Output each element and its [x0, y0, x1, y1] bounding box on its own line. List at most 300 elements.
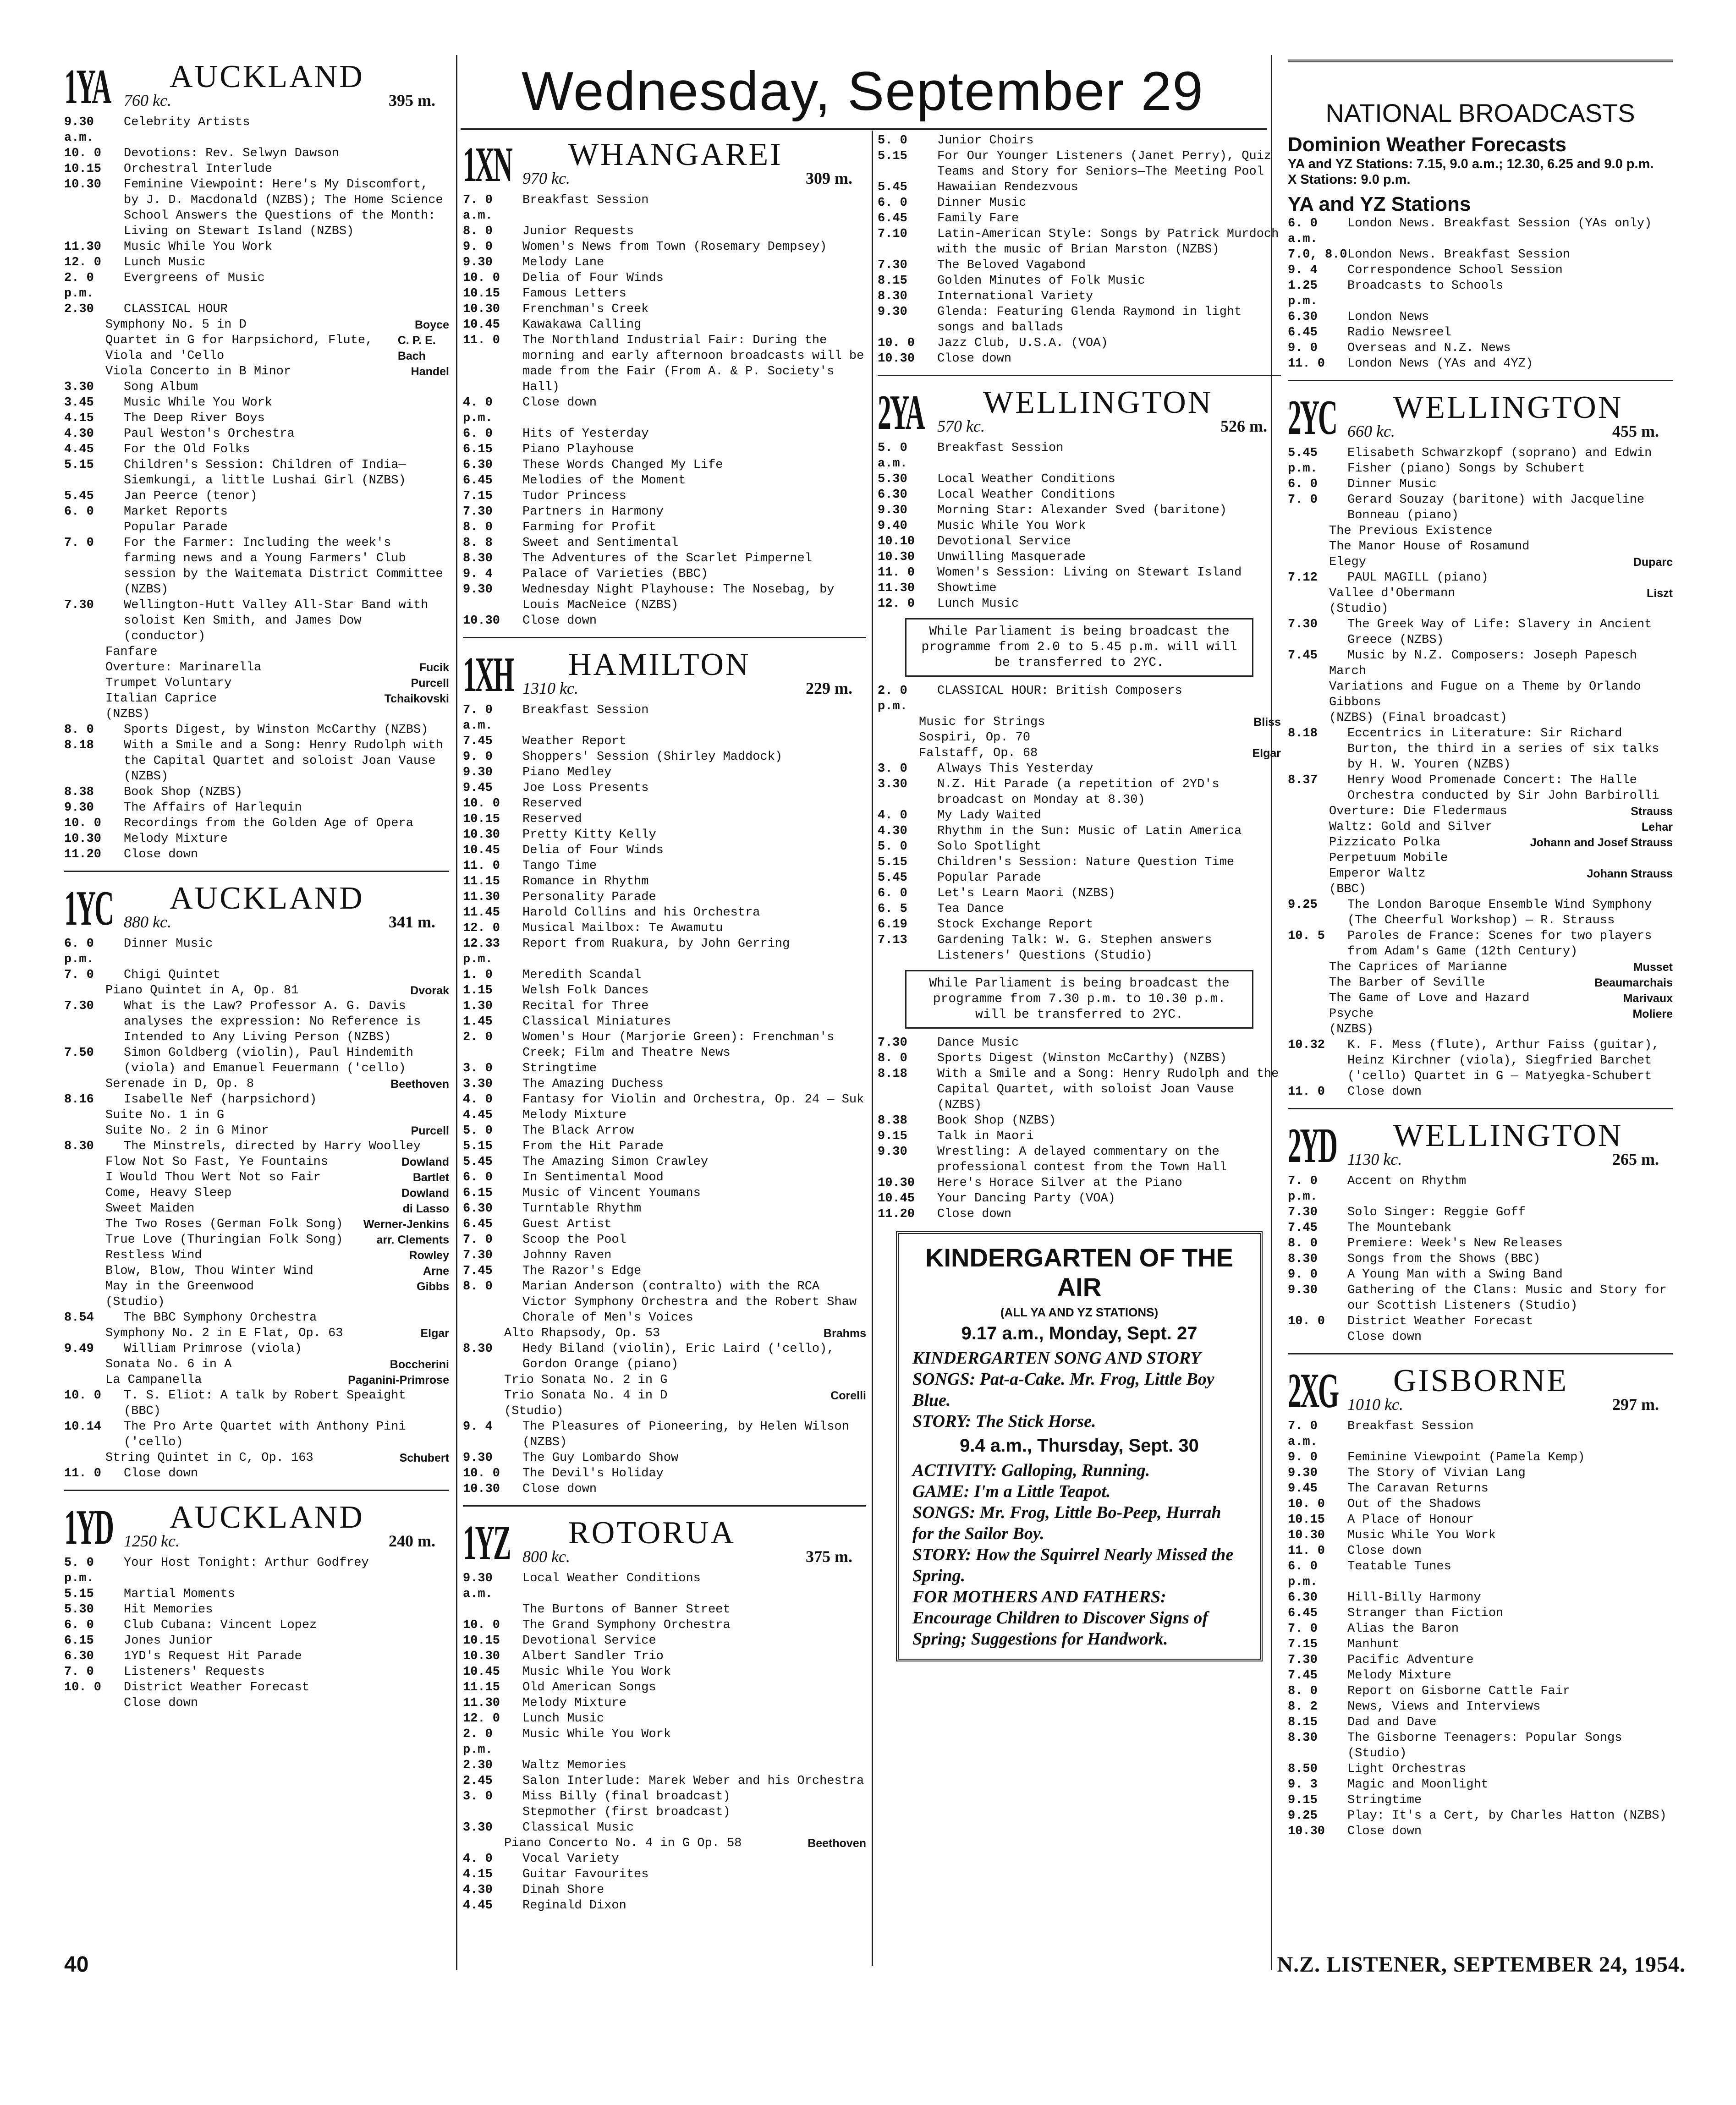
programme-item — [1288, 1283, 1673, 1314]
programme-item — [64, 598, 449, 644]
programme-item — [463, 1123, 866, 1139]
work-item — [463, 1836, 866, 1851]
programme-title: The Mountebank — [1347, 1221, 1451, 1235]
programme-time: 8.15 — [878, 274, 907, 288]
programme-title: 1YD's Request Hit Parade — [124, 1650, 302, 1663]
programme-item — [1288, 1481, 1673, 1497]
programme-item — [463, 1154, 866, 1170]
programme-item — [1288, 928, 1673, 959]
programme-item — [463, 936, 866, 967]
work-composer: Dowland — [401, 1156, 449, 1168]
programme-title: Harold Collins and his Orchestra — [522, 906, 760, 920]
work-title: Trio Sonata No. 2 in G — [504, 1373, 668, 1387]
work-title: (BBC) — [1329, 883, 1367, 896]
programme-time: 8. 0 — [878, 1052, 907, 1065]
programme-item — [463, 270, 866, 286]
weather-heading: Dominion Weather Forecasts — [1288, 133, 1566, 156]
programme-item — [463, 1341, 866, 1372]
programme-title: Partners in Harmony — [522, 505, 664, 519]
programme-time: 11.30 — [463, 1696, 500, 1710]
programme-item — [1288, 1220, 1673, 1236]
station-wavelength: 395 m. — [389, 91, 435, 110]
programme-time: 6.15 — [463, 1186, 493, 1200]
work-item — [1288, 710, 1673, 726]
work-title: Quartet in G for Harpsichord, Flute, Viola and 'Cello — [105, 334, 373, 363]
programme-title: Overseas and N.Z. News — [1347, 341, 1511, 355]
programme-time: 9.40 — [878, 519, 907, 533]
work-composer: Dvorak — [410, 984, 449, 997]
programme-time: 6.30 — [878, 488, 907, 502]
section-rule — [463, 1505, 866, 1507]
programme-title: Breakfast Session — [522, 193, 649, 207]
programme-title: Hawaiian Rendezvous — [937, 181, 1078, 194]
station-frequency: 570 kc. — [937, 417, 985, 435]
programme-title: Stringtime — [522, 1062, 597, 1075]
programme-time: 3.30 — [463, 1077, 493, 1091]
programme-time: 4.15 — [64, 411, 94, 425]
programme-time: 4. 0 — [878, 809, 907, 822]
programme-title: Salon Interlude: Marek Weber and his Orchestra — [522, 1774, 864, 1788]
programme-title: London News (YAs and 4YZ) — [1347, 357, 1533, 371]
programme-title: Eccentrics in Literature: Sir Richard Burton, the third in a series of six talks by H. W. Youren (NZBS) — [1347, 727, 1659, 772]
programme-time: 9.15 — [1288, 1793, 1318, 1807]
programme-title: Classical Music — [522, 1821, 634, 1835]
work-item — [64, 707, 449, 722]
programme-time: 10.14 — [64, 1420, 102, 1434]
section-rule — [463, 637, 866, 638]
programme-time: 12. 0 — [463, 921, 500, 935]
work-title: Italian Caprice — [105, 692, 217, 706]
programme-title: Lunch Music — [124, 256, 206, 269]
programme-title: From the Hit Parade — [522, 1140, 664, 1153]
programme-title: Joe Loss Presents — [522, 781, 649, 795]
programme-title: The Greek Way of Life: Slavery in Ancient Greece (NZBS) — [1347, 618, 1652, 647]
work-title: Pizzicato Polka — [1329, 836, 1441, 850]
parliament-notice: While Parliament is being broadcast the programme from 2.0 to 5.45 p.m. will will be transferred to 2YC. — [905, 618, 1253, 677]
column-3 — [878, 133, 1281, 1970]
kindergarten-line: SONGS: Pat-a-Cake. Mr. Frog, Little Boy Blue. — [912, 1370, 1214, 1410]
programme-item — [463, 843, 866, 858]
programme-title: Wednesday Night Playhouse: The Nosebag, by Louis MacNeice (NZBS) — [522, 583, 835, 612]
work-item — [463, 1403, 866, 1419]
work-item — [64, 1357, 449, 1372]
programme-title: The Amazing Simon Crawley — [522, 1155, 709, 1169]
programme-item — [878, 289, 1281, 304]
programme-time: 7.45 — [463, 735, 493, 748]
work-item — [64, 1263, 449, 1279]
programme-title: Children's Session: Nature Question Time — [937, 855, 1235, 869]
programme-time: 10.30 — [463, 828, 500, 842]
programme-item — [878, 855, 1281, 870]
station-wavelength: 265 m. — [1612, 1150, 1659, 1168]
programme-time: 5.15 — [64, 458, 94, 472]
programme-item — [878, 304, 1281, 335]
programme-item — [878, 1144, 1281, 1175]
programme-time: 10. 5 — [1288, 929, 1325, 943]
programme-time: 6.19 — [878, 918, 907, 932]
work-composer: Johann Strauss — [1587, 867, 1673, 880]
station-call-sign: 2YC — [1288, 390, 1336, 445]
programme-item — [1288, 1450, 1673, 1465]
programme-list — [463, 1341, 866, 1372]
programme-time: 7.15 — [1288, 1638, 1318, 1651]
programme-title: Tea Dance — [937, 902, 1004, 916]
programme-title: Isabelle Nef (harpsichord) — [124, 1093, 317, 1107]
programme-time: 10.30 — [878, 352, 915, 366]
programme-time: 6.30 — [463, 1202, 493, 1216]
programme-title: The Northland Industrial Fair: During the morning and early afternoon broadcasts will be made from the Fair (From A. & P. Society's Hall) — [522, 334, 864, 394]
work-composer: Duparc — [1633, 556, 1673, 569]
programme-title: Correspondence School Session — [1347, 263, 1563, 277]
programme-list — [64, 1092, 449, 1107]
programme-title: Close down — [124, 848, 198, 861]
programme-time: 9.30 — [878, 1145, 907, 1159]
programme-time: 9.30 — [463, 766, 493, 779]
programme-item — [878, 471, 1281, 487]
programme-item — [878, 886, 1281, 901]
programme-item — [1288, 897, 1673, 928]
programme-time: 12. 0 — [463, 1712, 500, 1726]
kindergarten-time: 9.17 a.m., Monday, Sept. 27 — [961, 1323, 1198, 1343]
programme-item — [1288, 1668, 1673, 1683]
programme-time: 4.45 — [463, 1899, 493, 1913]
programme-time: 8. 0 — [463, 521, 493, 534]
programme-time: 10.30 — [463, 614, 500, 628]
programme-time: 9.30 a.m. — [64, 115, 94, 145]
work-composer: Purcell — [411, 677, 449, 690]
programme-item — [463, 488, 866, 504]
programme-title: Kawakawa Calling — [522, 318, 642, 332]
programme-title: Close down — [1347, 1544, 1422, 1558]
programme-item — [64, 738, 449, 784]
programme-item — [64, 301, 449, 317]
programme-title: Elisabeth Schwarzkopf (soprano) and Edwin Fisher (piano) Songs by Schubert — [1347, 446, 1652, 476]
programme-title: Dinah Shore — [522, 1883, 604, 1897]
work-item — [1288, 975, 1673, 991]
programme-time: 1.45 — [463, 1015, 493, 1029]
programme-item — [1288, 325, 1673, 340]
programme-title: Sweet and Sentimental — [522, 536, 679, 550]
programme-item — [463, 905, 866, 921]
programme-time: 5.15 — [878, 149, 907, 163]
programme-title: Melodies of the Moment — [522, 474, 686, 488]
programme-list — [463, 1851, 866, 1913]
programme-title: What is the Law? Professor A. G. Davis analyses the expression: No Reference is Intended to Any Living Person (NZBS) — [124, 999, 421, 1044]
programme-time: 5.15 — [463, 1140, 493, 1153]
work-title: String Quintet in C, Op. 163 — [105, 1451, 313, 1465]
programme-title: The Black Arrow — [522, 1124, 634, 1138]
programme-time: 11.20 — [64, 848, 102, 861]
section-rule — [1288, 1108, 1673, 1109]
programme-time: 8. 0 — [64, 723, 94, 737]
station-frequency: 1010 kc. — [1347, 1395, 1403, 1414]
programme-title: Music of Vincent Youmans — [522, 1186, 701, 1200]
work-item — [1288, 991, 1673, 1006]
work-composer: Boccherini — [390, 1358, 449, 1371]
programme-title: Reginald Dixon — [522, 1899, 626, 1913]
programme-time: 6. 0 — [878, 196, 907, 210]
station-call-sign: 2YD — [1288, 1118, 1336, 1173]
programme-title: Pacific Adventure — [1347, 1653, 1474, 1667]
work-item — [64, 317, 449, 333]
work-title: (NZBS) (Final broadcast) — [1329, 711, 1507, 725]
programme-title: Feminine Viewpoint: Here's My Discomfort, by J. D. Macdonald (NZBS); The Home Science School Answers the Questions of the Month: Living on Stewart Island (NZBS) — [124, 178, 443, 238]
programme-time: 9. 0 — [1288, 1451, 1318, 1464]
programme-item — [463, 811, 866, 827]
work-composer: Schubert — [399, 1452, 449, 1464]
programme-time: 2.45 — [463, 1774, 493, 1788]
programme-item — [463, 998, 866, 1014]
programme-time: 5. 0 — [878, 134, 907, 148]
programme-title: The Devil's Holiday — [522, 1467, 664, 1480]
programme-time: 10.30 — [878, 550, 915, 564]
work-title: Viola Concerto in B Minor — [105, 365, 291, 378]
work-composer: arr. Clements — [376, 1233, 449, 1246]
programme-time — [463, 1804, 522, 1820]
programme-title: Popular Parade — [124, 521, 228, 534]
programme-time: 6. 0 — [878, 887, 907, 900]
programme-item — [463, 1419, 866, 1450]
programme-item — [64, 1139, 449, 1154]
work-title: Perpetuum Mobile — [1329, 851, 1448, 865]
programme-item — [1288, 1824, 1673, 1839]
programme-time: 12. 0 — [878, 597, 915, 611]
programme-item — [64, 1419, 449, 1450]
programme-time: 9. 0 — [463, 240, 493, 254]
programme-title: These Words Changed My Life — [522, 458, 723, 472]
programme-title: Hit Memories — [124, 1603, 213, 1617]
kindergarten-line: STORY: How the Squirrel Nearly Missed the Spring. — [912, 1545, 1234, 1585]
programme-list — [64, 998, 449, 1076]
programme-title: Music While You Work — [124, 396, 273, 410]
programme-title: Melody Mixture — [522, 1108, 626, 1122]
programme-list — [463, 702, 866, 1326]
programme-list — [64, 1555, 449, 1711]
programme-title: Morning Star: Alexander Sved (baritone) — [937, 504, 1227, 517]
programme-title: Market Reports — [124, 505, 228, 519]
programme-title: Talk in Maori — [937, 1129, 1034, 1143]
programme-title: Melody Mixture — [1347, 1669, 1451, 1683]
programme-title: Martial Moments — [124, 1587, 236, 1601]
programme-title: Piano Playhouse — [522, 443, 634, 456]
programme-item — [64, 800, 449, 816]
programme-title: The Story of Vivian Lang — [1347, 1466, 1526, 1480]
programme-title: The BBC Symphony Orchestra — [124, 1311, 317, 1325]
programme-title: Club Cubana: Vincent Lopez — [124, 1618, 317, 1632]
programme-time: 4.15 — [463, 1868, 493, 1881]
station-wavelength: 309 m. — [806, 169, 852, 187]
programme-title: For the Old Folks — [124, 443, 250, 456]
programme-item — [463, 395, 866, 426]
work-composer: Liszt — [1647, 587, 1673, 600]
programme-item — [878, 335, 1281, 351]
programme-time: 6.45 — [878, 212, 907, 225]
programme-item — [463, 967, 866, 983]
programme-list — [1288, 897, 1673, 959]
weather-line: X Stations: 9.0 p.m. — [1288, 172, 1411, 187]
work-composer: C. P. E. Bach — [397, 334, 436, 362]
programme-item — [1288, 1730, 1673, 1761]
programme-item — [64, 504, 449, 520]
programme-time: 8.30 — [1288, 1731, 1318, 1745]
work-item — [878, 746, 1281, 761]
work-composer: Dowland — [401, 1187, 449, 1200]
programme-item — [1288, 477, 1673, 492]
programme-time: 8.54 — [64, 1311, 94, 1325]
programme-title: Fantasy for Violin and Orchestra, Op. 24 — Suk — [522, 1093, 864, 1107]
programme-item — [1288, 1528, 1673, 1543]
programme-item — [463, 582, 866, 613]
programme-title: Tango Time — [522, 859, 597, 873]
station-city: WELLINGTON — [1393, 1118, 1623, 1153]
programme-time: 6. 0 — [1288, 477, 1318, 491]
programme-item — [463, 889, 866, 905]
programme-title: Family Fare — [937, 212, 1019, 225]
programme-item — [64, 115, 449, 146]
programme-title: Old American Songs — [522, 1681, 656, 1694]
programme-title: PAUL MAGILL (piano) — [1347, 571, 1489, 585]
programme-time: 5. 0 p.m. — [64, 1556, 94, 1585]
work-item — [1288, 835, 1673, 850]
programme-item — [463, 921, 866, 936]
programme-time: 6. 0 a.m. — [1288, 217, 1318, 246]
work-composer: Boyce — [414, 318, 449, 331]
work-item — [64, 364, 449, 379]
programme-time: 6. 5 — [878, 902, 907, 916]
work-title: Come, Heavy Sleep — [105, 1186, 232, 1200]
programme-item — [878, 180, 1281, 195]
programme-title: Stringtime — [1347, 1793, 1422, 1807]
programme-title: Your Host Tonight: Arthur Godfrey — [124, 1556, 369, 1570]
work-item — [64, 1154, 449, 1170]
programme-item — [1288, 1251, 1673, 1267]
programme-item — [64, 535, 449, 598]
programme-title: News, Views and Interviews — [1347, 1700, 1541, 1714]
programme-time: 9.30 — [1288, 1283, 1318, 1297]
programme-item — [64, 379, 449, 395]
programme-time: 8.30 — [1288, 1252, 1318, 1266]
station-call-sign: 2XG — [1288, 1364, 1338, 1418]
programme-title: Showtime — [937, 581, 997, 595]
programme-item — [878, 1191, 1281, 1206]
work-item — [64, 1076, 449, 1092]
programme-item — [463, 535, 866, 551]
weather-line: YA and YZ Stations: 7.15, 9.0 a.m.; 12.30, 6.25 and 9.0 p.m. — [1288, 157, 1654, 171]
programme-list — [64, 722, 449, 862]
programme-title: Jazz Club, U.S.A. (VOA) — [937, 336, 1108, 350]
programme-item — [1288, 570, 1673, 586]
programme-item — [1288, 263, 1673, 278]
work-composer: Werner-Jenkins — [363, 1218, 449, 1231]
programme-list — [878, 133, 1281, 367]
programme-title: Close down — [937, 352, 1012, 366]
programme-item — [463, 442, 866, 457]
programme-time: 5.15 — [878, 855, 907, 869]
programme-item — [878, 503, 1281, 518]
programme-time: 3.30 — [878, 778, 907, 791]
programme-time — [463, 1602, 522, 1617]
station-call-sign: 1YC — [64, 881, 113, 936]
programme-title: Latin-American Style: Songs by Patrick Murdoch with the music of Brian Marston (NZBS) — [937, 227, 1279, 257]
programme-time: 3. 0 — [463, 1790, 493, 1804]
programme-title: Accent on Rhythm — [1347, 1174, 1467, 1188]
programme-item — [463, 333, 866, 395]
programme-time: 4.30 — [463, 1883, 493, 1897]
work-title: Piano Quintet in A, Op. 81 — [105, 984, 299, 998]
programme-time: 8. 0 — [463, 225, 493, 238]
work-composer: Fucik — [419, 661, 449, 674]
programme-time: 7. 0 — [1288, 1622, 1318, 1636]
programme-item — [463, 1217, 866, 1232]
station-wavelength: 240 m. — [389, 1532, 435, 1550]
programme-title: Celebrity Artists — [124, 115, 250, 129]
programme-item — [463, 1898, 866, 1913]
programme-time: 11. 0 — [1288, 1544, 1325, 1558]
programme-title: Book Shop (NZBS) — [124, 785, 243, 799]
programme-time: 10.15 — [64, 162, 102, 176]
programme-item — [1288, 1497, 1673, 1512]
programme-time: 8.30 — [64, 1140, 94, 1153]
programme-time: 7.45 — [1288, 1669, 1318, 1683]
programme-item — [1288, 1761, 1673, 1777]
programme-title: Piano Medley — [522, 766, 612, 779]
programme-title: Songs from the Shows (BBC) — [1347, 1252, 1541, 1266]
programme-list — [1288, 570, 1673, 586]
work-title: The Caprices of Marianne — [1329, 960, 1507, 974]
work-title: Restless Wind — [105, 1249, 202, 1262]
programme-item — [878, 1175, 1281, 1191]
programme-title: Personality Parade — [522, 890, 656, 904]
programme-title: Guest Artist — [522, 1217, 612, 1231]
programme-title: Turntable Rhythm — [522, 1202, 642, 1216]
programme-title: The Amazing Duchess — [522, 1077, 664, 1091]
work-title: Vallee d'Obermann — [1329, 587, 1456, 600]
programme-item — [1288, 773, 1673, 804]
programme-title: Classical Miniatures — [522, 1015, 671, 1029]
work-item — [1288, 882, 1673, 897]
programme-title: Magic and Moonlight — [1347, 1778, 1489, 1792]
programme-item — [463, 1602, 866, 1617]
programme-title: Gardening Talk: W. G. Stephen answers Listeners' Questions (Studio) — [937, 933, 1212, 963]
programme-item — [463, 1727, 866, 1758]
programme-item — [878, 487, 1281, 503]
programme-title: Music While You Work — [1347, 1529, 1496, 1542]
programme-item — [463, 1804, 866, 1820]
programme-item — [463, 192, 866, 224]
programme-list — [1288, 216, 1673, 372]
work-item — [1288, 663, 1673, 679]
programme-item — [463, 426, 866, 442]
programme-item — [64, 270, 449, 301]
programme-list — [64, 1139, 449, 1154]
programme-item — [878, 226, 1281, 258]
programme-list — [64, 1388, 449, 1450]
programme-time — [1288, 1329, 1347, 1345]
programme-list — [64, 115, 449, 317]
work-item — [64, 644, 449, 660]
programme-list — [463, 1571, 866, 1836]
kindergarten-box — [896, 1231, 1263, 1661]
work-item — [463, 1388, 866, 1403]
programme-time: 9.30 — [463, 1451, 493, 1465]
programme-item — [1288, 1808, 1673, 1824]
programme-time: 9.49 — [64, 1342, 94, 1356]
programme-item — [463, 1481, 866, 1497]
programme-title: Henry Wood Promenade Concert: The Halle Orchestra conducted by Sir John Barbirolli — [1347, 773, 1659, 803]
programme-time: 1. 0 — [463, 968, 493, 982]
programme-item — [1288, 1559, 1673, 1590]
programme-title: For Our Younger Listeners (Janet Perry), Quiz Teams and Story for Seniors—The Meeting Pool — [937, 149, 1272, 179]
